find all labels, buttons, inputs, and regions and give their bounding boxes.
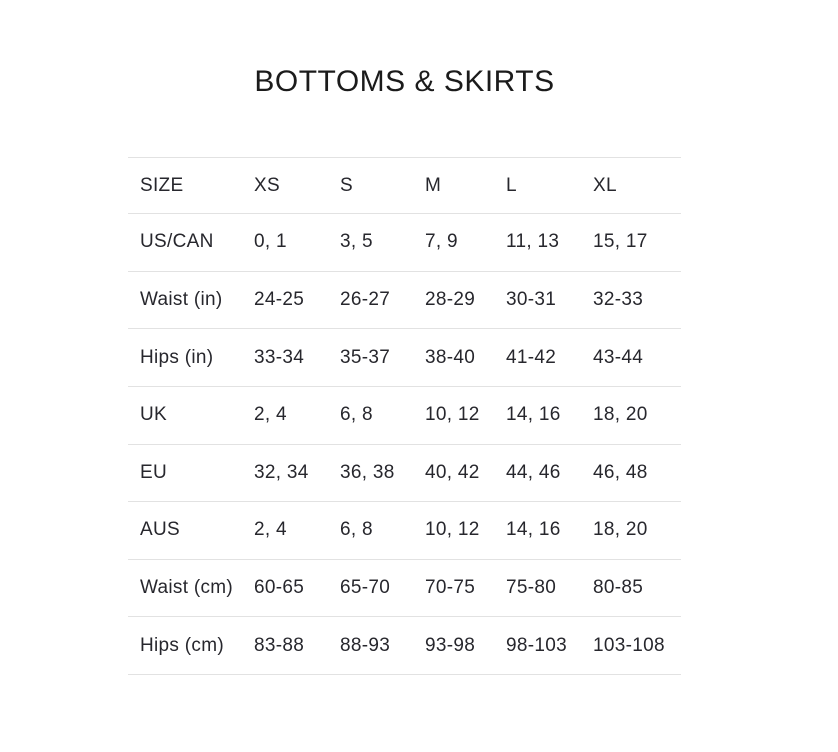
cell-aus-m: 10, 12: [425, 519, 480, 541]
size-chart-table: [128, 157, 681, 675]
cell-eu-xs: 32, 34: [254, 461, 309, 483]
table-row-eu: [128, 444, 681, 502]
cell-hips-cm-s: 88-93: [340, 634, 391, 656]
table-row-aus: [128, 502, 681, 560]
cell-waist-in-xl: 32-33: [593, 288, 644, 310]
row-label-aus: AUS: [140, 519, 180, 541]
cell-hips-in-m: 38-40: [425, 346, 476, 368]
col-header-l: L: [506, 174, 517, 196]
cell-hips-cm-xl: 103-108: [593, 634, 665, 656]
cell-waist-cm-l: 75-80: [506, 577, 557, 599]
cell-eu-l: 44, 46: [506, 461, 561, 483]
cell-eu-xl: 46, 48: [593, 461, 648, 483]
cell-hips-in-l: 41-42: [506, 346, 557, 368]
cell-waist-cm-s: 65-70: [340, 577, 391, 599]
cell-aus-l: 14, 16: [506, 519, 561, 541]
row-label-eu: EU: [140, 461, 167, 483]
cell-waist-cm-xs: 60-65: [254, 577, 305, 599]
cell-uk-xl: 18, 20: [593, 404, 648, 426]
row-label-us-can: US/CAN: [140, 231, 214, 253]
cell-aus-xl: 18, 20: [593, 519, 648, 541]
cell-us-can-m: 7, 9: [425, 231, 458, 253]
table-row-us-can: [128, 214, 681, 272]
table-row-hips-cm: [128, 617, 681, 675]
cell-us-can-l: 11, 13: [506, 231, 560, 253]
cell-hips-cm-l: 98-103: [506, 634, 567, 656]
cell-waist-in-s: 26-27: [340, 288, 391, 310]
cell-aus-xs: 2, 4: [254, 519, 287, 541]
cell-us-can-xl: 15, 17: [593, 231, 648, 253]
cell-uk-m: 10, 12: [425, 404, 480, 426]
row-label-waist-cm: Waist (cm): [140, 577, 234, 599]
cell-waist-in-l: 30-31: [506, 288, 557, 310]
col-header-s: S: [340, 174, 353, 196]
cell-eu-s: 36, 38: [340, 461, 395, 483]
page-title: BOTTOMS & SKIRTS: [254, 65, 555, 98]
cell-waist-in-xs: 24-25: [254, 288, 305, 310]
cell-hips-in-xl: 43-44: [593, 346, 644, 368]
cell-eu-m: 40, 42: [425, 461, 480, 483]
table-row-uk: [128, 386, 681, 444]
col-header-m: M: [425, 174, 442, 196]
cell-hips-cm-m: 93-98: [425, 634, 476, 656]
col-header-xs: XS: [254, 174, 280, 196]
cell-hips-in-xs: 33-34: [254, 346, 305, 368]
cell-waist-cm-xl: 80-85: [593, 577, 644, 599]
cell-hips-in-s: 35-37: [340, 346, 391, 368]
col-header-xl: XL: [593, 174, 617, 196]
col-header-size: SIZE: [140, 174, 184, 196]
cell-us-can-xs: 0, 1: [254, 231, 287, 253]
table-row-waist-cm: [128, 559, 681, 617]
table-row-hips-in: [128, 329, 681, 387]
cell-us-can-s: 3, 5: [340, 231, 373, 253]
cell-uk-l: 14, 16: [506, 404, 561, 426]
cell-hips-cm-xs: 83-88: [254, 634, 305, 656]
cell-uk-s: 6, 8: [340, 404, 373, 426]
row-label-hips-in: Hips (in): [140, 346, 214, 368]
cell-aus-s: 6, 8: [340, 519, 373, 541]
header-row: [128, 158, 681, 214]
cell-waist-cm-m: 70-75: [425, 577, 476, 599]
cell-uk-xs: 2, 4: [254, 404, 287, 426]
row-label-waist-in: Waist (in): [140, 288, 223, 310]
table-row-waist-in: [128, 271, 681, 329]
row-label-hips-cm: Hips (cm): [140, 634, 224, 656]
cell-waist-in-m: 28-29: [425, 288, 476, 310]
row-label-uk: UK: [140, 404, 167, 426]
